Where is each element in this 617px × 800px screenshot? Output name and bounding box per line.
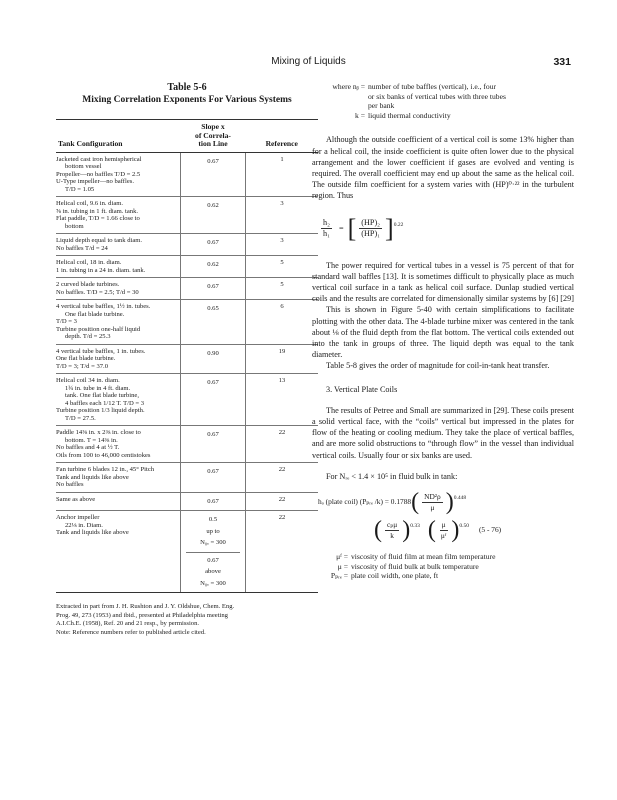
- config-line: Liquid depth equal to tank diam.: [56, 237, 143, 245]
- slope-cell: [181, 511, 246, 593]
- config-line: T/D = 1.05: [65, 185, 95, 193]
- table-row: [56, 197, 318, 234]
- table-row: [56, 463, 318, 493]
- left-column: [56, 82, 318, 637]
- config-line: Fan turbine 6 blades 12 in., 45° Pitch: [56, 466, 155, 474]
- left-paren: (: [374, 517, 382, 544]
- slope-value: 0.67: [207, 556, 219, 564]
- config-line: Turbine position one-half liquid: [56, 325, 141, 333]
- right-paren: ): [451, 517, 460, 544]
- config-line: No baffles and 4 at ½ T.: [56, 444, 120, 452]
- config-line: Paddle 14⅜ in. x 2⅜ in. close to: [56, 429, 141, 437]
- config-cell: [56, 463, 181, 493]
- slope-cell: [181, 234, 246, 256]
- config-line: Turbine position 1/3 liquid depth.: [56, 407, 145, 415]
- config-cell: [56, 426, 181, 463]
- def-text: viscosity of fluid film at mean film temperature: [351, 552, 496, 562]
- def-continuation: per bank: [368, 101, 395, 111]
- slope-cell: [181, 197, 246, 234]
- fraction: [422, 492, 443, 513]
- def-text: viscosity of fluid bulk at bulk temperature: [351, 561, 479, 571]
- left-paren: (: [411, 489, 420, 516]
- config-line: 22⅛ in. Diam.: [65, 521, 103, 529]
- config-cell: [56, 511, 181, 593]
- slope-value: 0.67: [207, 497, 219, 505]
- config-cell: [56, 197, 181, 234]
- def-symbol: μ =: [337, 561, 348, 571]
- slope-cell: [181, 492, 246, 511]
- config-line: 4 vertical tube baffles, 1½ in. tubes.: [56, 303, 151, 311]
- config-cell: [56, 278, 181, 300]
- right-paren: ): [445, 489, 454, 516]
- def-symbol: Pₚᵣₑ =: [330, 571, 348, 581]
- config-line: Helical coil 34 in. diam.: [56, 377, 120, 385]
- header-reference: Reference: [246, 120, 319, 153]
- paragraph: The power required for vertical tubes in a vessel is 75 percent of that for standard wall baffles [13]. It is sometimes difficult to physically place as much vertical coil surface in a tank as helical coil surface. Dunlap studied vertical coils and the results are correlated for dimensionally similar systems by [6] [29]: [312, 260, 574, 304]
- slope-value: 0.67: [207, 239, 219, 247]
- table-header-row: [56, 120, 318, 153]
- paren-group: [428, 518, 469, 542]
- slope-value: 0.65: [207, 305, 219, 313]
- reference-cell: 22: [246, 426, 319, 463]
- slope-value: 0.62: [207, 202, 219, 210]
- paren-group: [411, 490, 466, 514]
- paragraph: Although the outside coefficient of a vertical coil is some 13% higher than for a helical coil, the inside coefficient is quite often lower due to the physical arrangement and the lower coefficient if gases are evolved and venting is required. The overall coefficient may end up about the same as the helical coil. The outside film coefficient for a system varies with (HP)⁰·²² in the turbulent region. Thus: [312, 135, 574, 201]
- paragraph: This is shown in Figure 5-40 with certain simplifications to facilitate plotting with the other data. The 4-blade turbine mixer was centered in the tank about ⅛ of the fluid depth from the flat bottom. The vertical coils extended out into the tank in groups of three. The liquid depth was equal to the tank diameter.: [312, 305, 574, 360]
- reference-cell: 22: [246, 511, 319, 593]
- config-line: T/D = 3; T/d = 37.0: [56, 362, 109, 370]
- slope-value: 0.67: [207, 283, 219, 291]
- slope-value: 0.67: [207, 379, 219, 387]
- config-line: Jacketed cast iron hemispherical: [56, 155, 142, 163]
- config-line: T/D = 27.5.: [65, 414, 96, 422]
- reference-cell: 5: [246, 256, 319, 278]
- def-symbol: μᶠ =: [336, 552, 348, 562]
- def-continuation: or six banks of vertical tubes with three tubes: [368, 91, 506, 101]
- definitions-block: [312, 82, 574, 120]
- reference-cell: 5: [246, 278, 319, 300]
- reference-cell: 19: [246, 344, 319, 374]
- config-cell: [56, 300, 181, 345]
- slope-value: 0.90: [207, 349, 219, 357]
- equation-power-ratio: [318, 213, 574, 243]
- config-line: One flat blade turbine.: [65, 310, 125, 318]
- table-row: [56, 374, 318, 426]
- table-row: [56, 152, 318, 197]
- slope-cell: [181, 256, 246, 278]
- slope-cell: [181, 374, 246, 426]
- config-cell: [56, 256, 181, 278]
- table-row: [56, 426, 318, 463]
- header-slope-line: tion Line: [198, 139, 228, 149]
- config-cell: [56, 492, 181, 511]
- config-line: No baffles: [56, 481, 84, 489]
- slope-cell: [181, 344, 246, 374]
- config-line: 1 in. tubing in a 24 in. diam. tank.: [56, 266, 146, 274]
- slope-cell: [181, 300, 246, 345]
- config-cell: [56, 374, 181, 426]
- paragraph: Table 5-8 gives the order of magnitude for coil-in-tank heat transfer.: [326, 361, 550, 371]
- slope-value: N₀ₑ = 300: [200, 579, 226, 587]
- equation-lhs: hₒ (plate coil) (Pₚᵣₑ /k) = 0.1788: [318, 497, 412, 507]
- right-paren: ): [402, 517, 411, 544]
- exponent: 0.50: [459, 523, 469, 530]
- config-line: bottom vessel: [65, 163, 102, 171]
- slope-value: 0.67: [207, 157, 219, 165]
- header-config: Tank Configuration: [56, 120, 181, 153]
- table-row: [56, 234, 318, 256]
- numerator: h₂: [323, 218, 330, 228]
- config-line: tank. One flat blade turbine,: [65, 392, 139, 400]
- config-cell: [56, 234, 181, 256]
- reference-cell: 6: [246, 300, 319, 345]
- def-text: number of tube baffles (vertical), i.e., four: [368, 82, 497, 91]
- slope-value: 0.67: [207, 431, 219, 439]
- config-line: Oils from 100 to 46,000 centistokes: [56, 451, 151, 459]
- table-footnote: [56, 603, 318, 637]
- numerator: ND²ρ: [424, 491, 441, 501]
- table-row: [56, 511, 318, 593]
- denominator: (HP)₁: [361, 229, 381, 239]
- reference-cell: 22: [246, 463, 319, 493]
- footnote-line: Extracted in part from J. H. Rushton and J. Y. Oldshue, Chem. Eng.: [56, 603, 235, 611]
- condition-line: For Nᵣₑ < 1.4 × 10⁵ in fluid bulk in tank:: [326, 471, 458, 481]
- paren-group: [374, 518, 420, 542]
- def-text: liquid thermal conductivity: [368, 110, 451, 120]
- fraction: [385, 520, 399, 541]
- def-symbol: k =: [355, 110, 365, 120]
- table-row: [56, 256, 318, 278]
- config-line: Tank and liquids like above: [56, 529, 129, 537]
- config-line: Propeller—no baffles T/D = 2.5: [56, 170, 141, 178]
- left-bracket: [: [347, 213, 357, 243]
- reference-cell: 1: [246, 152, 319, 197]
- exponent: 0.33: [410, 523, 420, 530]
- table-row: [56, 492, 318, 511]
- bracket-group: [347, 213, 404, 243]
- slope-value: N₀ₑ = 300: [200, 539, 226, 547]
- config-line: One flat blade turbine.: [56, 355, 116, 363]
- config-line: Flat paddle, T/D = 1.66 close to: [56, 215, 140, 223]
- slope-value: up to: [206, 527, 220, 535]
- exponent: 0.22: [393, 221, 404, 228]
- section-heading: 3. Vertical Plate Coils: [326, 384, 398, 394]
- mixing-table: [56, 119, 318, 593]
- config-line: Helical coil, 18 in. diam.: [56, 259, 122, 267]
- config-cell: [56, 344, 181, 374]
- config-line: Anchor impeller: [56, 514, 100, 522]
- table-number: Table 5-6: [167, 82, 207, 93]
- config-line: No baffles. T/D = 2.5; T/d = 30: [56, 288, 139, 296]
- fraction: [359, 218, 382, 239]
- fraction: [321, 218, 332, 239]
- footnote-line: Prog. 49, 273 (1953) and ibid., presented at Philadelphia meeting: [56, 611, 228, 619]
- definitions-block-2: [312, 552, 574, 581]
- denominator: h₁: [323, 229, 330, 239]
- config-line: depth. T/d = 25.3: [65, 333, 111, 341]
- equation-number: (5 - 76): [478, 525, 502, 535]
- denominator: μᶠ: [440, 530, 447, 540]
- running-title: Mixing of Liquids: [271, 56, 346, 67]
- fraction: [439, 520, 449, 541]
- def-symbol: where nᵦ =: [332, 82, 365, 91]
- table-row: [56, 300, 318, 345]
- numerator: cₚμ: [387, 519, 398, 529]
- slope-value: 0.5: [208, 516, 218, 524]
- equation-5-76: [318, 490, 574, 542]
- slope-value: above: [205, 568, 221, 576]
- slope-cell: [181, 426, 246, 463]
- config-line: bottom. T = 14⅜ in.: [65, 436, 118, 444]
- running-header: [0, 56, 617, 72]
- reference-cell: 3: [246, 234, 319, 256]
- slope-cell: [181, 463, 246, 493]
- config-line: 2 curved blade turbines.: [56, 281, 120, 289]
- page-number: 331: [553, 56, 571, 68]
- denominator: μ: [430, 502, 435, 512]
- slope-subdivision: [186, 552, 240, 590]
- config-line: No baffles T/d = 24: [56, 244, 108, 252]
- slope-value: 0.62: [207, 261, 219, 269]
- right-column: [312, 82, 574, 581]
- config-line: Same as above: [56, 495, 96, 503]
- config-cell: [56, 152, 181, 197]
- config-line: 1¾ in. tube in 4 ft. diam.: [65, 384, 131, 392]
- config-line: T/D = 3: [56, 318, 77, 326]
- table-row: [56, 278, 318, 300]
- header-slope-line: Slope x: [201, 122, 225, 131]
- left-paren: (: [427, 517, 436, 544]
- footnote-line: A.I.Ch.E. (1958), Ref. 20 and 21 resp., by permission.: [56, 620, 200, 628]
- config-line: Tank and liquids like above: [56, 473, 129, 481]
- config-line: 4 baffles each 1/12 T. T/D = 3: [65, 399, 145, 407]
- numerator: μ: [441, 519, 446, 529]
- header-slope-line: of Correla-: [195, 130, 231, 140]
- reference-cell: 22: [246, 492, 319, 511]
- denominator: k: [390, 530, 394, 540]
- config-line: bottom: [65, 222, 84, 230]
- reference-cell: 13: [246, 374, 319, 426]
- equals-sign: =: [338, 223, 344, 233]
- table-caption: Mixing Correlation Exponents For Various Systems: [82, 95, 292, 105]
- table-row: [56, 344, 318, 374]
- paragraph: The results of Petree and Small are summarized in [29]. These coils present a solid vertical face, with the “coils” vertical but impressed in the plates for flow of the heating or cooling medium. They take the place of vertical baffles, and are more solid obstructions to “through flow” in the vessel than individual vertical coils. Usually four or six banks are used.: [312, 405, 574, 460]
- slope-cell: [181, 152, 246, 197]
- numerator: (HP)₂: [361, 218, 381, 228]
- slope-value: 0.67: [207, 468, 219, 476]
- config-line: Helical coil, 9.6 in. diam.: [56, 200, 124, 208]
- slope-cell: [181, 278, 246, 300]
- header-slope: [181, 120, 246, 153]
- footnote-line: Note: Reference numbers refer to published article cited.: [56, 628, 206, 636]
- def-text: plate coil width, one plate, ft: [351, 571, 439, 581]
- exponent: 0.448: [453, 495, 467, 502]
- reference-cell: 3: [246, 197, 319, 234]
- config-line: 4 vertical tube baffles, 1 in. tubes.: [56, 347, 146, 355]
- config-line: ⅝ in. tubing in 1 ft. diam. tank.: [56, 207, 139, 215]
- right-bracket: ]: [385, 213, 394, 243]
- config-line: U-Type impeller—no baffles.: [56, 178, 134, 186]
